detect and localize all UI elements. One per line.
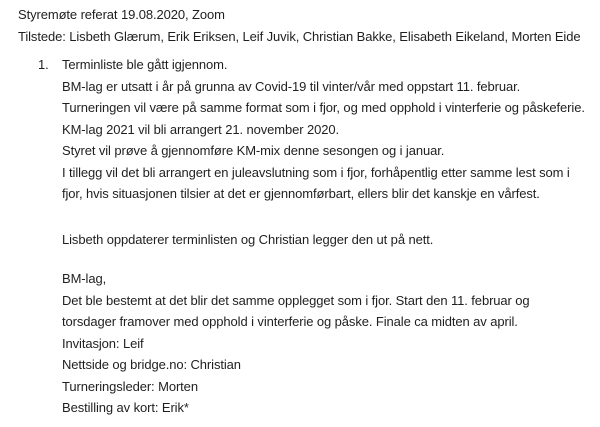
agenda-item-body <box>62 54 594 205</box>
bm-lag-line: BM-lag, <box>62 271 107 286</box>
update-paragraph: Lisbeth oppdaterer terminlisten og Christian legger den ut på nett. <box>62 231 434 247</box>
agenda-line: BM-lag er utsatt i år på grunna av Covid-19 til vinter/vår med oppstart 11. februar. <box>62 78 521 94</box>
document-header <box>18 4 594 47</box>
bm-lag-line: Bestilling av kort: Erik* <box>62 400 189 415</box>
bm-lag-line: torsdager framover med opphold i vinterferie og påske. Finale ca midten av april. <box>62 314 518 329</box>
agenda-item-1 <box>18 54 594 205</box>
bm-lag-line: Turneringsleder: Morten <box>62 378 198 394</box>
bm-lag-line: Det ble bestemt at det blir det samme opplegget som i fjor. Start den 11. februar og <box>62 292 530 308</box>
document-title: Styremøte referat 19.08.2020, Zoom <box>18 7 225 22</box>
bm-lag-line: Nettside og bridge.no: Christian <box>62 357 241 372</box>
agenda-line: fjor, hvis situasjonen tilsier at det er gjennomførbart, ellers blir det kanskje en vårfest. <box>62 186 540 201</box>
agenda-line: KM-lag 2021 vil bli arrangert 21. november 2020. <box>62 121 340 137</box>
agenda-line: Turneringen vil være på samme format som i fjor, og med opphold i vinterferie og påskeferie. <box>62 100 585 115</box>
bm-lag-line: Invitasjon: Leif <box>62 335 144 351</box>
attendees-line: Tilstede: Lisbeth Glærum, Erik Eriksen, Leif Juvik, Christian Bakke, Elisabeth Eikeland, Morten Eide <box>18 28 581 44</box>
agenda-line: I tillegg vil det bli arrangert en juleavslutning som i fjor, forhåpentlig etter samme lest som i <box>62 164 570 180</box>
agenda-item-number: 1. <box>38 57 49 72</box>
bm-lag-section <box>62 268 594 419</box>
agenda-line: Styret vil prøve å gjennomføre KM-mix denne sesongen og i januar. <box>62 143 445 158</box>
agenda-line: Terminliste ble gått igjennom. <box>62 57 228 72</box>
